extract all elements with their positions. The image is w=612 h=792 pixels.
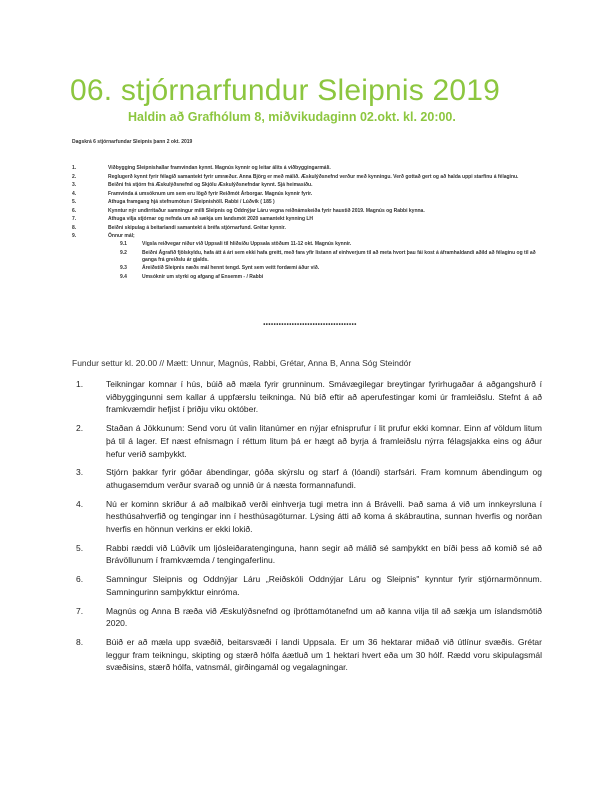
agenda-item-text: Athuga framgang hjá stefnumótun í Sleipnishöll. Rabbi / Lúðvík ( 185 ) (108, 199, 275, 205)
agenda-item (72, 216, 542, 223)
minutes-item-text: Magnús og Anna B ræða við Æskulýðsnefnd og íþróttamótanefnd um að kanna vilja til að sækja um íslandsmótið 2020. (106, 605, 542, 629)
agenda-sub-item-text: Vígsla reiðvegar niður við Uppsali til hliðsíðu Uppsala stöðum 11-12 okt. Magnús kynnir. (142, 241, 352, 247)
agenda-item-number: 9. (72, 233, 77, 239)
agenda-item-number: 8. (72, 224, 77, 231)
minutes-item-text: Samningur Sleipnis og Oddnýjar Láru „Reiðskóli Oddnýjar Láru og Sleipnis" kynntur fyrir stjórnarmönnum. Samningurinn samþykktur einróma. (106, 574, 542, 597)
agenda-sub-item-number: 9.1 (120, 241, 127, 247)
agenda-sub-item-number: 9.3 (120, 265, 127, 271)
agenda-item-text: Framvinda á umsóknum um sem eru lögð fyrir Reiðmót Árborgar. Magnús kynnir fyrir. (108, 190, 313, 197)
minutes-item (72, 498, 542, 536)
minutes-item (72, 422, 542, 460)
agenda-item-number: 6. (72, 207, 77, 214)
agenda-item (72, 191, 542, 198)
agenda-item-number: 1. (72, 165, 77, 171)
minutes-intro: Fundur settur kl. 20.00 // Mætt: Unnur, Magnús, Rabbi, Grétar, Anna B, Anna Sóg Steindór (72, 358, 412, 368)
minutes-item (72, 636, 542, 674)
agenda-item-number: 2. (72, 173, 77, 180)
agenda-sub-list (108, 241, 542, 281)
agenda-item-text: Viðbygging Sleipnishallar framvindan kynnt. Magnús kynnir og leitar álits á viðbyggingarmáli. (108, 165, 331, 171)
minutes-item-number: 6. (76, 574, 84, 585)
agenda-intro: Dagskrá 6 stjórnarfundar Sleipnis þann 2 okt. 2019 (72, 139, 193, 145)
agenda-sub-item (108, 265, 542, 272)
agenda-sub-item-text: Áreiðstíð Sleipnis næðs mál hennt tengd. Synt sem veitt fordæmi áður við. (142, 265, 320, 271)
minutes-item (72, 573, 542, 598)
agenda-sub-item (108, 250, 542, 264)
agenda-item (72, 165, 542, 172)
minutes-item-text: Rabbi ræddi við Lúðvík um ljósleiðaratenginguna, hann segir að málið sé samþykkt en bíði þess að komið sé að Brávöllunum í framkvæmda / tengingaferlinu. (106, 542, 542, 566)
minutes-list (72, 378, 542, 680)
agenda-item (72, 225, 542, 232)
agenda-item (72, 182, 542, 189)
minutes-item-text: Nú er kominn skriður á að malbikað verði einhverja tugi metra inn á Brávelli. Það sama á við um innkeyrsluna í hesthúsahverfið og tengingar inn í hesthúsagöturnar. Lýsing átti að koma á skábrautina, sunnan hverfis og norðan hverfis en hönnun verkins er ekki lokið. (106, 498, 542, 535)
agenda-list (72, 165, 542, 282)
agenda-item-text: Athuga vilja stjórnar og nefnda um að sækja um landsmót 2020 samantekt kynning LH (108, 216, 314, 222)
minutes-item-number: 5. (76, 542, 84, 553)
minutes-item-number: 8. (76, 636, 84, 647)
agenda-sub-item (108, 241, 542, 248)
minutes-item (72, 466, 542, 491)
agenda-item-text: Beiðni skipulag á beitarlandi samantekt á bréfa stjórnarfund. Grétar kynnir. (108, 224, 286, 231)
agenda-sub-item-text: Umsóknir um styrki og afgang af Ensemm - / Rabbi (142, 273, 264, 280)
agenda-item (72, 199, 542, 206)
agenda-item (72, 233, 542, 281)
agenda-sub-item-number: 9.2 (120, 249, 127, 256)
agenda-item (72, 174, 542, 181)
agenda-sub-item (108, 274, 542, 281)
agenda-item-text: Kynntur nýr undirritaður samningur milli Sleipnis og Oddnýjar Láru vegna reiðnámskeiða fyrir haustið 2019. Magnús og Rabbi kynna. (108, 207, 425, 214)
agenda-item-text: Beiðni frá stjórn frá Æskulýðsnefnd og Skjólu Æskulýðsnefndar kynnt. Sjá heimasíðu. (108, 182, 313, 188)
minutes-item-number: 2. (76, 423, 84, 434)
page-subtitle: Haldin að Grafhólum 8, miðvikudaginn 02.okt. kl. 20:00. (128, 110, 456, 124)
minutes-item-text: Búið er að mæla upp svæðið, beitarsvæði í landi Uppsala. Er um 36 hektarar miðað við útlínur svæðis. Grétar leggur fram teikningu, skipting og stærð hólfa áætluð um 1 hektari hvert eða um 30 hólf. Rædd voru skipulagsmál svæðisins, stærð hólfa, vatnsmál, girðingamál og vegalagningar. (106, 636, 542, 673)
agenda-item-number: 7. (72, 216, 77, 222)
agenda-sub-item-text: Beiðni Ágrafið fjölskyldu, hafa átt á ári sem ekki hafa greitt, með fara yfir listann af einhverjum til að meta hvort þau fái kost á áframhaldandi aðild að félaginu og til að ganga frá greiðslu ár gjalds. (142, 249, 536, 263)
minutes-item (72, 378, 542, 416)
minutes-item-text: Stjórn þakkar fyrir góðar ábendingar, góða skýrslu og starf á (lóandi) starfsári. Fram komnum ábendingum og athugasemdum verður svarað og unnið úr á næsta formannafundi. (106, 467, 542, 490)
section-divider: •••••••••••••••••••••••••••••••••••• (263, 322, 357, 328)
minutes-item-number: 4. (76, 498, 84, 509)
minutes-item-number: 3. (76, 467, 84, 478)
agenda-item (72, 208, 542, 215)
minutes-item-number: 7. (76, 605, 84, 616)
minutes-item (72, 542, 542, 567)
minutes-item-number: 1. (76, 379, 84, 389)
minutes-item-text: Teikningar komnar í hús, búið að mæla fyrir grunninum. Smávægilegar breytingar fyrirhugaðar á aðgangshurð í viðbyggingunni sem kallar á uppfærslu teikninga. Nú bíð eftir að aperufestingar komi úr framleiðslu. Stefnt á að framkvæmdir hefjist í þriðju viku október. (106, 379, 542, 415)
agenda-item-number: 3. (72, 182, 77, 188)
agenda-item-number: 5. (72, 199, 77, 205)
page-title: 06. stjórnarfundur Sleipnis 2019 (70, 74, 501, 107)
minutes-item (72, 605, 542, 630)
agenda-item-text: Önnur mál; (108, 233, 135, 239)
agenda-sub-item-number: 9.4 (120, 273, 127, 280)
agenda-item-number: 4. (72, 190, 77, 197)
minutes-item-text: Staðan á Jökkunum: Send voru út valin litanúmer en nýjar efnisprufur í lit prufur ekki komnar. Einn af völdum litum þá til á lager. Ef næst efnismagn í réttum litum þá er hægt að byrja á framleiðslu nýrra félagsjakka eins og áður hefur verið samþykkt. (106, 423, 542, 459)
agenda-item-text: Reglugerð kynnt fyrir félagið samantekt fyrir umræður. Anna Björg er með málið. Æskulýðsnefnd verður með kynningu. Verð gottað gert og að halda uppi starfinu á félaginu. (108, 173, 519, 180)
